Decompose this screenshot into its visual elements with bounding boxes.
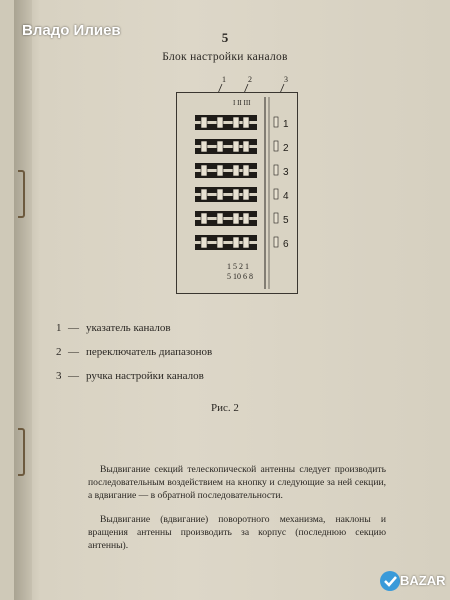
staple [18, 170, 25, 218]
paragraph: Выдвигание (вдвигание) поворотного механизма, наклоны и вращения антенны производить за корпус (последнюю секцию антенны). [88, 514, 386, 551]
logo-text: BAZAR [400, 573, 446, 588]
bottom-labels-2: 5 10 6 8 [227, 272, 253, 281]
legend-item: 1 — указатель каналов [56, 322, 171, 334]
channel-number: 1 [283, 119, 289, 130]
legend-item: 2 — переключатель диапазонов [56, 346, 213, 358]
channel-row [195, 235, 289, 250]
channel-row [195, 163, 289, 178]
channel-row [195, 187, 289, 202]
figure-caption: Рис. 2 [211, 402, 239, 414]
page-title: Блок настройки каналов [162, 51, 288, 63]
staple [18, 428, 25, 476]
channel-number: 3 [283, 167, 289, 178]
page-binding [14, 0, 32, 600]
paragraph: Выдвигание секций телескопической антенны следует производить последовательным воздействием на кнопку и следующие за ней секции, а вдвигание — в обратной последовательности. [88, 464, 386, 501]
channel-row [195, 115, 289, 130]
channel-row [195, 211, 289, 226]
channel-row [195, 139, 289, 154]
page-number: 5 [221, 30, 229, 45]
channel-number: 2 [283, 143, 289, 154]
channel-tuning-diagram [176, 92, 298, 294]
callout-1: 1 [222, 75, 226, 84]
legend-item: 3 — ручка настройки каналов [56, 370, 204, 382]
range-marks: I II III [233, 99, 251, 107]
callout-3: 3 [284, 75, 288, 84]
watermark: Владо Илиев [22, 22, 121, 39]
bottom-labels-1: 1 5 2 1 [227, 262, 249, 271]
channel-number: 5 [283, 215, 289, 226]
channel-number: 4 [283, 191, 289, 202]
callout-2: 2 [248, 75, 252, 84]
channel-number: 6 [283, 239, 289, 250]
